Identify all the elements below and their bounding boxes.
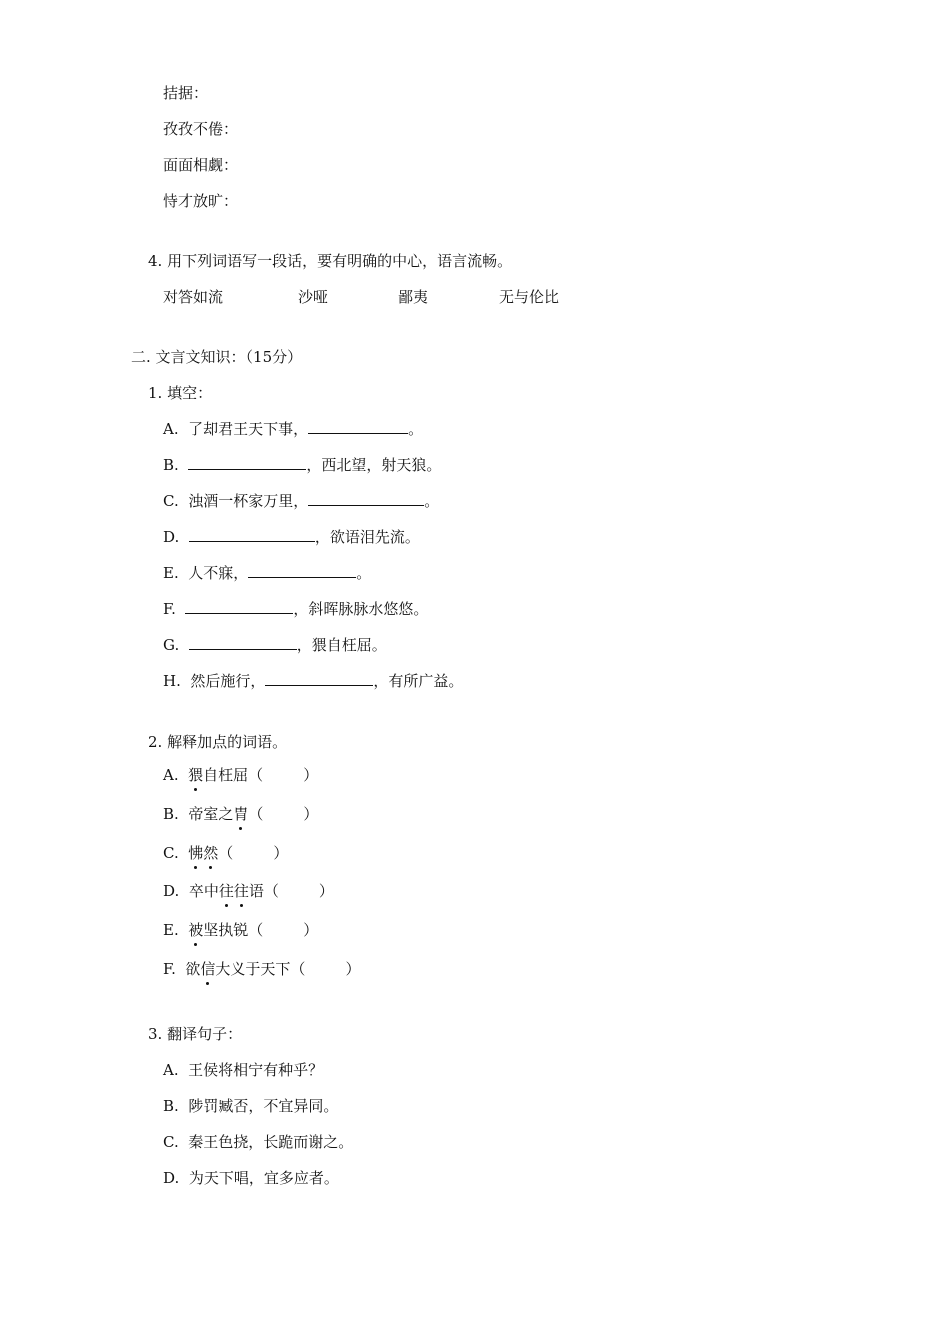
s2-q2-title: 2. 解释加点的词语。 <box>148 733 288 751</box>
fill-item-d: D. ，欲语泪先流。 <box>163 528 420 546</box>
translate-item-d: D. 为天下唱，宜多应者。 <box>163 1169 339 1187</box>
s2-q3-title: 3. 翻译句子： <box>148 1025 243 1043</box>
answer-blank[interactable] <box>265 671 373 686</box>
answer-blank[interactable] <box>189 527 315 542</box>
vocab-item-1: 拮据： <box>163 84 209 102</box>
dotted-char: 被 <box>188 921 204 939</box>
explain-item-f: F. 欲信大义于天下（ ） <box>163 960 361 978</box>
vocab-item-4: 恃才放旷： <box>163 192 239 210</box>
explain-item-e: E. 被坚执锐（ ） <box>163 921 319 939</box>
question-4-title: 4. 用下列词语写一段话，要有明确的中心，语言流畅。 <box>148 252 513 270</box>
answer-blank[interactable] <box>248 563 356 578</box>
vocab-item-2: 孜孜不倦： <box>163 120 239 138</box>
answer-blank[interactable] <box>308 419 408 434</box>
q4-word-1: 对答如流 <box>163 288 224 306</box>
dotted-char: 往 <box>233 882 249 900</box>
explain-item-a: A. 猥自枉屈（ ） <box>163 766 319 784</box>
fill-item-a: A. 了却君王天下事， 。 <box>163 420 424 438</box>
fill-item-f: F. ，斜晖脉脉水悠悠。 <box>163 600 429 618</box>
fill-item-e: E. 人不寐， 。 <box>163 564 372 582</box>
answer-blank[interactable] <box>308 491 424 506</box>
answer-blank[interactable] <box>188 455 306 470</box>
dotted-char: 怫 <box>188 844 204 862</box>
dotted-char: 信 <box>200 960 216 978</box>
vocab-item-3: 面面相觑： <box>163 156 239 174</box>
translate-item-b: B. 陟罚臧否，不宜异同。 <box>163 1097 339 1115</box>
fill-item-c: C. 浊酒一杯家万里， 。 <box>163 492 440 510</box>
fill-item-b: B. ，西北望，射天狼。 <box>163 456 442 474</box>
q4-word-4: 无与伦比 <box>499 288 560 306</box>
answer-blank[interactable] <box>189 635 297 650</box>
dotted-char: 然 <box>203 844 219 862</box>
explain-item-d: D. 卒中往往语（ ） <box>163 882 334 900</box>
dotted-char: 往 <box>218 882 234 900</box>
fill-item-g: G. ，猥自枉屈。 <box>163 636 387 654</box>
translate-item-c: C. 秦王色挠，长跪而谢之。 <box>163 1133 354 1151</box>
q4-word-2: 沙哑 <box>298 288 329 306</box>
dotted-char: 胄 <box>233 805 249 823</box>
dotted-char: 猥 <box>188 766 204 784</box>
fill-item-h: H. 然后施行， ，有所广益。 <box>163 672 464 690</box>
explain-item-c: C. 怫然（ ） <box>163 844 289 862</box>
s2-q1-title: 1. 填空： <box>148 384 213 402</box>
answer-blank[interactable] <box>185 599 293 614</box>
translate-item-a: A. 王侯将相宁有种乎？ <box>163 1061 324 1079</box>
explain-item-b: B. 帝室之胄（ ） <box>163 805 319 823</box>
q4-word-3: 鄙夷 <box>398 288 429 306</box>
section-2-title: 二. 文言文知识：（15分） <box>131 348 303 366</box>
